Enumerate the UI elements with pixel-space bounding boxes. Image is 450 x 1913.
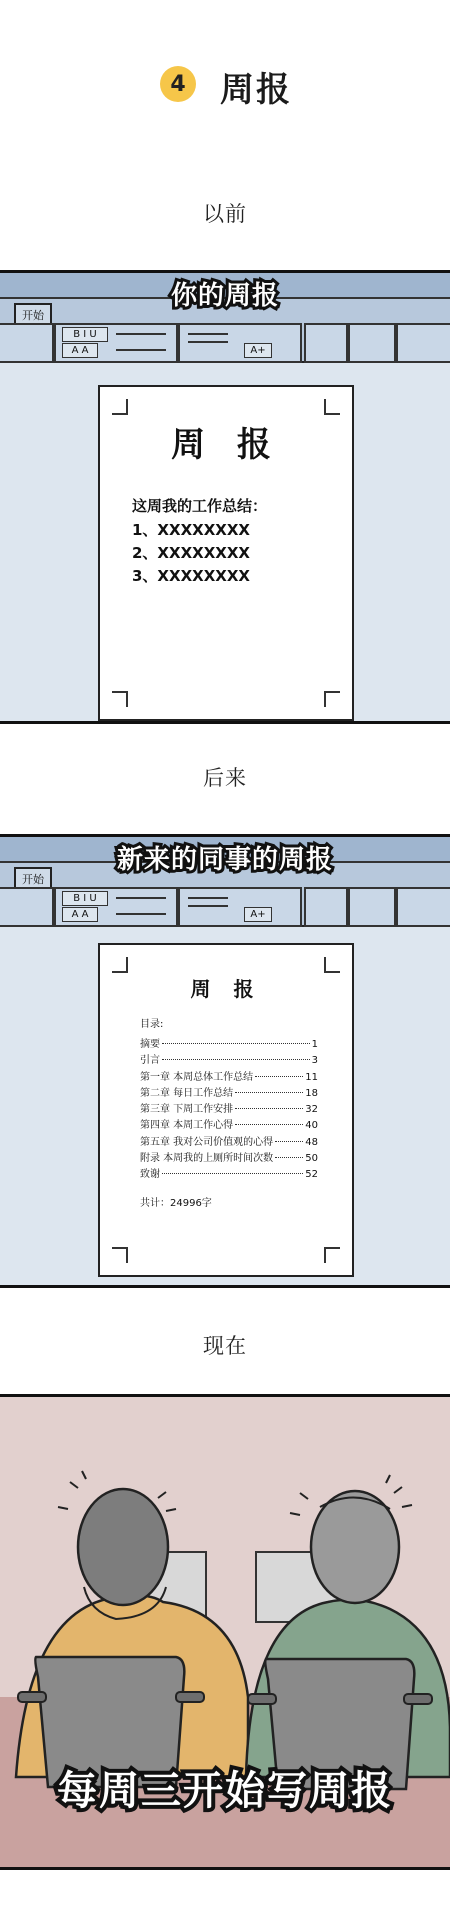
toc-row (140, 1035, 318, 1051)
tab-start[interactable]: 开始 (14, 303, 52, 327)
font-size-field[interactable] (116, 913, 166, 915)
bold-italic-underline-buttons[interactable]: B I U (62, 327, 108, 342)
toc-row (140, 1116, 318, 1132)
section-label-later: 后来 (203, 766, 247, 790)
tab-start[interactable]: 开始 (14, 867, 52, 891)
toc-label: 引言 (140, 1055, 160, 1067)
editor-toolbar (0, 837, 450, 927)
panel-new-colleague-report (0, 834, 450, 1288)
right-person-head (311, 1491, 399, 1603)
style-box[interactable] (396, 887, 450, 927)
paper-line: 这周我的工作总结： (132, 497, 268, 515)
toolbar-row (0, 887, 450, 923)
toc-page: 48 (305, 1136, 318, 1148)
toc-page: 52 (305, 1169, 318, 1181)
crop-mark (112, 1247, 128, 1263)
align-line (188, 341, 228, 343)
toc-label: 第二章 每日工作总结 (140, 1087, 234, 1099)
font-grow-button[interactable]: A+ (244, 907, 272, 922)
toc-page: 50 (305, 1153, 318, 1165)
toc-row (140, 1149, 318, 1165)
font-group (54, 323, 178, 363)
align-line (188, 905, 228, 907)
chair-arm (404, 1694, 432, 1704)
paragraph-group (178, 887, 302, 927)
font-group (54, 887, 178, 927)
toc-label: 附录 本周我的上厕所时间次数 (140, 1153, 274, 1165)
toc-leader (275, 1157, 303, 1158)
toc-page: 3 (311, 1055, 318, 1067)
chair-arm (18, 1692, 46, 1702)
crop-mark (324, 691, 340, 707)
toc-leader (255, 1076, 303, 1077)
word-count: 共计：24996字 (140, 1197, 212, 1209)
crop-mark (324, 399, 340, 415)
toc-page: 1 (311, 1039, 318, 1050)
toc-page: 40 (305, 1120, 318, 1132)
bold-italic-underline-buttons[interactable]: B I U (62, 891, 108, 906)
paper-title: 周 报 (190, 977, 262, 1001)
crop-mark (324, 957, 340, 973)
toc-row (140, 1165, 318, 1181)
table-of-contents (140, 1015, 318, 1209)
font-size-field[interactable] (116, 349, 166, 351)
toc-heading: 目录: (140, 1019, 164, 1030)
paper-line: 1、XXXXXXXX (132, 521, 250, 539)
style-box[interactable] (304, 323, 348, 363)
font-name-field[interactable] (116, 897, 166, 899)
crop-mark (112, 691, 128, 707)
crop-mark (324, 1247, 340, 1263)
paper-line: 3、XXXXXXXX (132, 567, 250, 585)
scene-caption: 每周三开始写周报 (57, 1768, 393, 1814)
toc-leader (235, 1124, 303, 1125)
paragraph-group (178, 323, 302, 363)
toc-leader (162, 1173, 303, 1174)
crop-mark (112, 399, 128, 415)
chapter-number-badge: 4 (160, 66, 196, 102)
chapter-title: 周报 (220, 70, 292, 110)
panel-overlay-title: 新来的同事的周报 (116, 845, 333, 875)
paper-line: 2、XXXXXXXX (132, 544, 250, 562)
toc-row (140, 1051, 318, 1067)
font-name-field[interactable] (116, 333, 166, 335)
toc-leader (162, 1059, 310, 1060)
font-size-buttons[interactable]: A A (62, 343, 98, 358)
toc-label: 摘要 (140, 1039, 160, 1050)
section-label-now: 现在 (203, 1334, 247, 1358)
panel-now-scene (0, 1394, 450, 1870)
toc-leader (162, 1043, 310, 1044)
toc-label: 第一章 本周总体工作总结 (140, 1071, 254, 1083)
editor-toolbar (0, 273, 450, 363)
toc-label: 第四章 本周工作心得 (140, 1120, 234, 1132)
style-box[interactable] (396, 323, 450, 363)
toc-page: 32 (305, 1104, 318, 1116)
font-size-buttons[interactable]: A A (62, 907, 98, 922)
toc-leader (235, 1092, 303, 1093)
toc-label: 致谢 (140, 1169, 160, 1181)
toc-label: 第五章 我对公司价值观的心得 (140, 1136, 274, 1148)
panel-overlay-title: 你的周报 (170, 281, 279, 311)
toc-row (140, 1133, 318, 1149)
paper-title: 周 报 (171, 425, 281, 465)
crop-mark (112, 957, 128, 973)
paste-tool[interactable] (0, 323, 54, 363)
toolbar-row (0, 323, 450, 359)
report-paper (98, 385, 354, 721)
panel-your-report (0, 270, 450, 724)
font-grow-button[interactable]: A+ (244, 343, 272, 358)
style-box[interactable] (348, 887, 396, 927)
align-line (188, 897, 228, 899)
toc-page: 18 (305, 1087, 318, 1099)
chair-arm (248, 1694, 276, 1704)
toc-page: 11 (305, 1071, 318, 1083)
paste-tool[interactable] (0, 887, 54, 927)
style-box[interactable] (304, 887, 348, 927)
toc-label: 第三章 下周工作安排 (140, 1104, 234, 1116)
report-paper (98, 943, 354, 1277)
left-person-head (78, 1489, 168, 1605)
toc-row (140, 1100, 318, 1116)
style-box[interactable] (348, 323, 396, 363)
section-label-before: 以前 (203, 202, 247, 226)
align-line (188, 333, 228, 335)
toc-row (140, 1084, 318, 1100)
toc-leader (235, 1108, 303, 1109)
toc-leader (275, 1141, 303, 1142)
toc-row (140, 1068, 318, 1084)
chair-arm (176, 1692, 204, 1702)
